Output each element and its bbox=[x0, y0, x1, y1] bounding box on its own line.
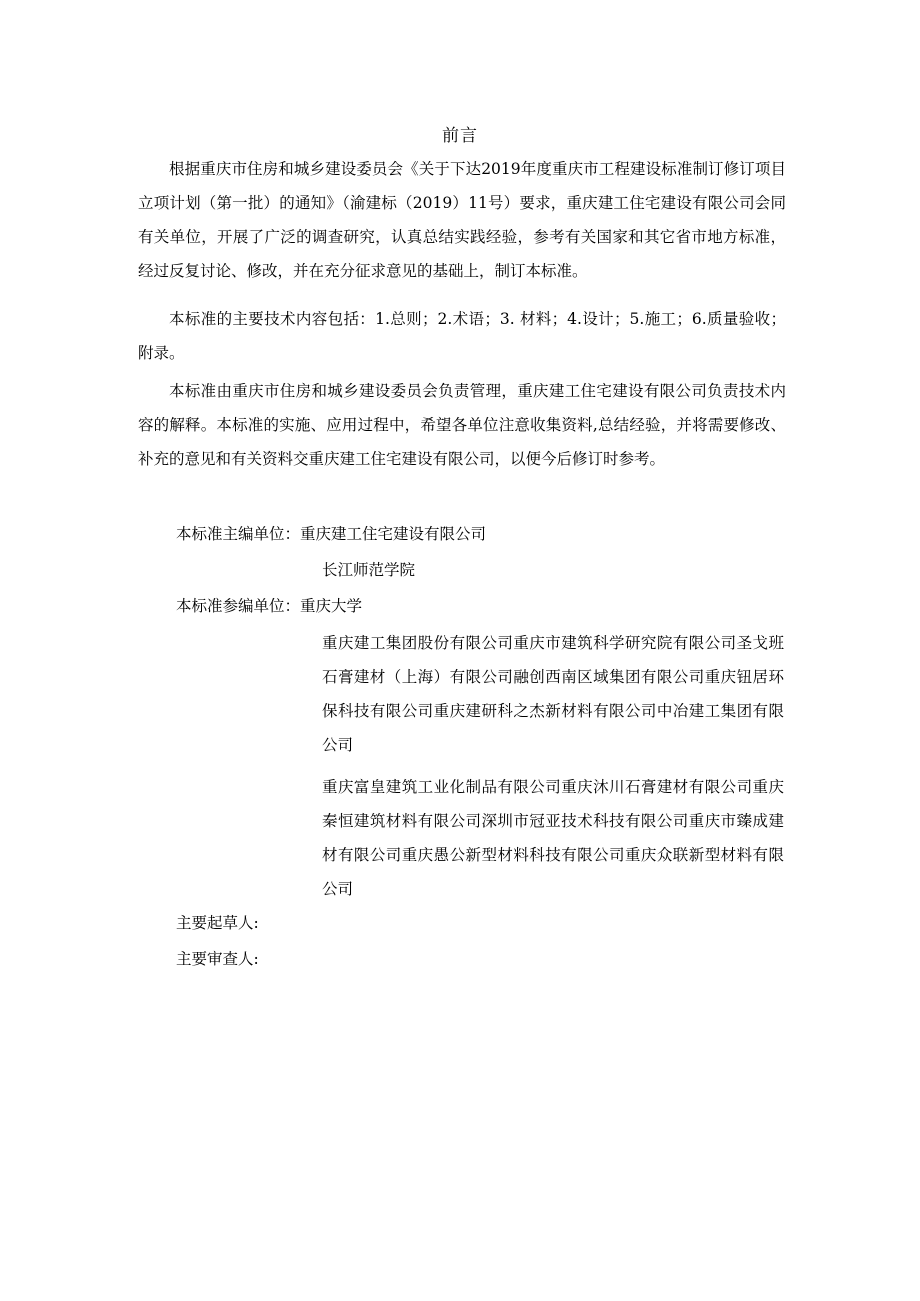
drafters-label: 主要起草人: bbox=[176, 914, 259, 932]
reviewers-label: 主要审查人: bbox=[176, 950, 259, 968]
participants-block-2: 重庆富皇建筑工业化制品有限公司重庆沐川石膏建材有限公司重庆秦恒建筑材料有限公司深圳市冠亚技术科技有限公司重庆市臻成建材有限公司重庆愚公新型材料科技有限公司重庆众联新型材料有限公司 bbox=[322, 778, 784, 898]
chief-editor-line: 本标准主编单位：重庆建工住宅建设有限公司 bbox=[176, 525, 487, 543]
chief-editor-second: 长江师范学院 bbox=[322, 561, 416, 579]
paragraph-basis: 根据重庆市住房和城乡建设委员会《关于下达2019年度重庆市工程建设标准制订修订项目立项计划（第一批）的通知》（渝建标（2019）11号）要求，重庆建工住宅建设有限公司会同有关单位，开展了广泛的调查研究，认真总结实践经验，参考有关国家和其它省市地方标准，经过反复讨论、修改，并在充分征求意见的基础上，制订本标准。 bbox=[138, 160, 786, 280]
page-title: 前言 bbox=[442, 126, 478, 146]
paragraph-contents: 本标准的主要技术内容包括：1.总则；2.术语；3. 材料；4.设计；5.施工；6.质量验收；附录。 bbox=[138, 310, 786, 362]
participants-block-1: 重庆建工集团股份有限公司重庆市建筑科学研究院有限公司圣戈班石膏建材（上海）有限公司融创西南区域集团有限公司重庆钮居环保科技有限公司重庆建研科之杰新材料有限公司中冶建工集团有限公司 bbox=[322, 634, 784, 754]
paragraph-management: 本标准由重庆市住房和城乡建设委员会负责管理，重庆建工住宅建设有限公司负责技术内容的解释。本标准的实施、应用过程中，希望各单位注意收集资料,总结经验，并将需要修改、补充的意见和有关资料交重庆建工住宅建设有限公司，以便今后修订时参考。 bbox=[138, 382, 786, 468]
participants-line: 本标准参编单位：重庆大学 bbox=[176, 597, 363, 615]
